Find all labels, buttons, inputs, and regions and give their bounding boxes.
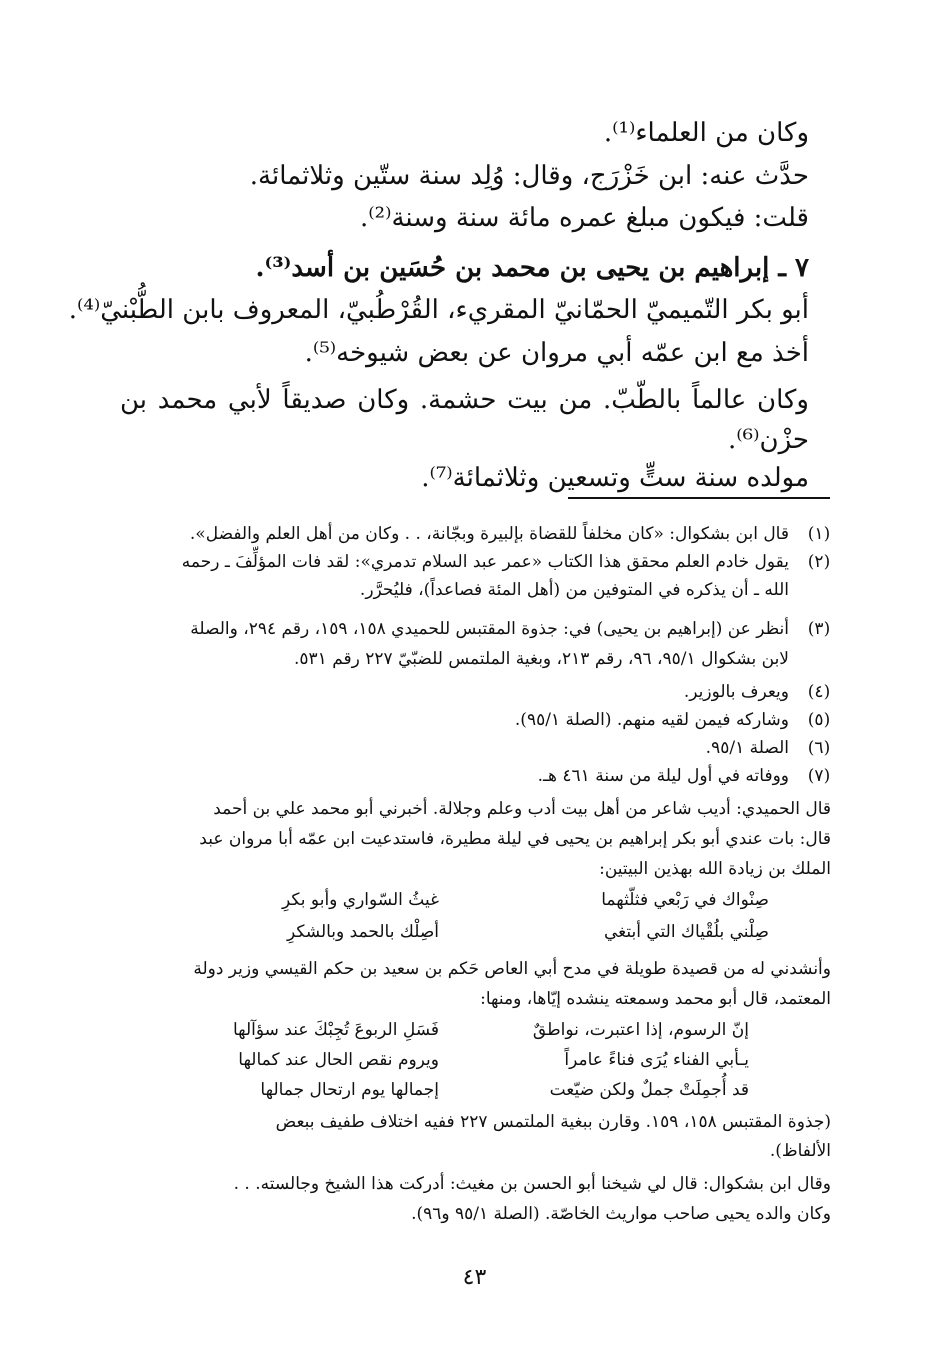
verse-hemistich-second: ويروم نقص الحال عند كمالها [238,1050,439,1070]
footnote-number: (١) [807,524,831,544]
footnote-text: يقول خادم العلم محقق هذا الكتاب «عمر عبد السلام تدمري»: لقد فات المؤلِّفَ ـ رحمه [181,552,789,572]
main-line-2: حدَّث عنه: ابن خَزْرَج، وقال: وُلِد سنة ستّين وثلاثمائة. [249,161,809,191]
main-line-7: وكان عالماً بالطّبّ. من بيت حشمة. وكان صديقاً لأبي محمد بن [120,385,809,415]
footnote-text: لابن بشكوال ٩٥/١، ٩٦، رقم ٢١٣، وبغية الملتمس للضبّيّ ٢٢٧ رقم ٥٣١. [294,649,789,669]
footnote-text: الله ـ أن يذكره في المتوفين من (أهل المئة فصاعداً)، فليُحرَّر. [359,580,789,600]
verse-hemistich-second: أصِلْك بالحمد وبالشكرِ [287,922,439,942]
footnote-number: (٧) [807,766,831,786]
verse-hemistich-first: قد أُجمِلَتْ جملٌ ولكن ضيّعت [549,1080,749,1100]
note-line: المعتمد، قال أبو محمد وسمعته ينشده إيّاها، ومنها: [480,989,831,1009]
note-line: الملك بن زيادة الله بهذين البيتين: [599,859,831,879]
footnote-number: (٦) [807,738,831,758]
note-line: قال الحميدي: أديب شاعر من أهل بيت أدب وعلم وجلالة. أخبرني أبو محمد علي بن أحمد [213,799,831,819]
main-line-1: وكان من العلماء⁽¹⁾. [603,118,809,148]
footnote-number: (٥) [807,710,831,730]
footnote-separator [568,497,830,499]
entry-heading: ٧ ـ إبراهيم بن يحيى بن محمد بن حُسَين بن أسد⁽³⁾. [255,253,809,283]
main-line-8: حزْن⁽⁶⁾. [728,425,809,455]
footnote-text: أنظر عن (إبراهيم بن يحيى) في: جذوة المقتبس للحميدي ١٥٨، ١٥٩، رقم ٢٩٤، والصلة [190,619,789,639]
verse-hemistich-second: غيثُ السّواري وأبو بكرِ [282,890,439,910]
main-line-9: مولده سنة ستٍّ وتسعين وثلاثمائة⁽⁷⁾. [421,463,809,493]
main-line-5: أبو بكر التّميميّ الحمّانيّ المقريء، القُرْطُبيّ، المعروف بابن الطُّبْنيّ⁽⁴⁾. [68,295,809,325]
verse-hemistich-first: يـأبي الفناء يُرَى فناءً عامراً [564,1050,749,1070]
page-number: ٤٣ [462,1265,487,1290]
footnote-text: قال ابن بشكوال: «كان مخلفاً للقضاة بإلبيرة وبجّانة، . . وكان من أهل العلم والفضل». [189,524,789,544]
note-line: وقال ابن بشكوال: قال لي شيخنا أبو الحسن بن مغيث: أدركت هذا الشيخ وجالسته. . . [233,1174,831,1194]
footnote-text: الصلة ٩٥/١. [705,738,789,758]
verse-hemistich-first: صِنْواك في رَبْعي فثلّثهما [601,890,769,910]
footnote-number: (٢) [807,552,831,572]
verse-hemistich-second: فَسَلِ الربوعَ تُجِبْكَ عند سؤآلها [232,1020,439,1040]
note-line: وكان والده يحيى صاحب مواريث الخاصّة. (الصلة ٩٥/١ و٩٦). [411,1204,831,1224]
verse-hemistich-first: إنّ الرسوم، إذا اعتبرت، نواطقٌ [532,1020,749,1040]
note-line: قال: بات عندي أبو بكر إبراهيم بن يحيى في ليلة مطيرة، فاستدعيت ابن عمّه أبا مروان عبد [199,829,831,849]
note-line: الألفاظ). [769,1141,831,1161]
note-line: وأنشدني له من قصيدة طويلة في مدح أبي العاص حَكم بن سعيد بن حكم القيسي وزير دولة [193,959,831,979]
verse-hemistich-first: صِلْني بلُقْياك التي أبتغي [603,922,769,942]
footnote-number: (٣) [807,619,831,639]
note-line: (جذوة المقتبس ١٥٨، ١٥٩. وقارن ببغية الملتمس ٢٢٧ ففيه اختلاف طفيف ببعض [275,1112,831,1132]
main-line-3: قلت: فيكون مبلغ عمره مائة سنة وسنة⁽²⁾. [359,203,809,233]
footnote-text: ويعرف بالوزير. [683,682,789,702]
verse-hemistich-second: إجمالها يوم ارتحال جمالها [260,1080,439,1100]
footnote-number: (٤) [807,682,831,702]
main-line-6: أخذ مع ابن عمّه أبي مروان عن بعض شيوخه⁽⁵⁾. [304,338,809,368]
footnote-text: ووفاته في أول ليلة من سنة ٤٦١ هـ. [537,766,789,786]
footnote-text: وشاركه فيمن لقيه منهم. (الصلة ٩٥/١). [514,710,789,730]
